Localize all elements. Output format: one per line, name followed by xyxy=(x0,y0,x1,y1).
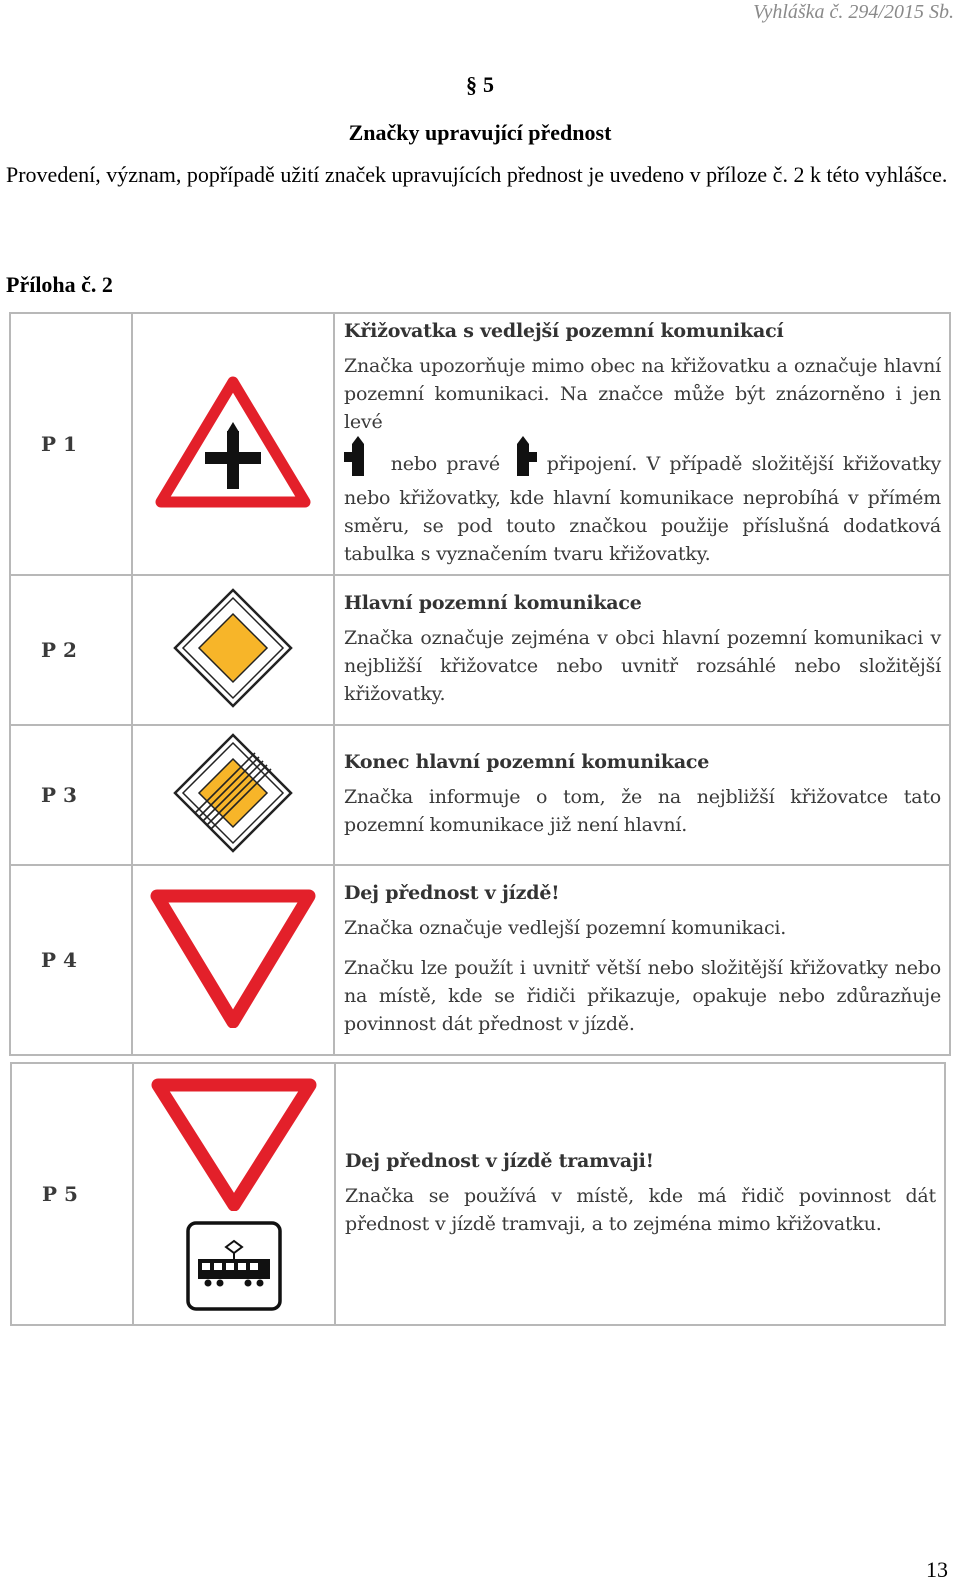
sign-name: Hlavní pozemní komunikace xyxy=(344,592,642,614)
sign-name: Křižovatka s vedlejší pozemní komunikací xyxy=(344,320,784,342)
sign-description: Značka označuje zejména v obci hlavní pozemní komunikaci v nejbližší křižovatce nebo uvnitř rozsáhlé nebo složitější křižovatky. xyxy=(344,627,941,705)
sign-image-cell xyxy=(132,313,334,575)
sign-description-cell xyxy=(334,865,950,1055)
give-way-sign-icon xyxy=(149,888,317,1028)
sign-description-cell xyxy=(334,725,950,865)
tram-plate-icon xyxy=(186,1221,282,1311)
sign-row-p1 xyxy=(10,313,950,575)
sign-code: P 5 xyxy=(11,1063,133,1325)
sign-name: Dej přednost v jízdě! xyxy=(344,882,560,904)
sign-image-cell xyxy=(132,865,334,1055)
sign-description xyxy=(344,352,941,568)
sign-row-p3 xyxy=(10,725,950,865)
right-junction-icon xyxy=(509,436,537,484)
sign-description-cell xyxy=(334,575,950,725)
sign-description: Značka se používá v místě, kde má řidič povinnost dát přednost v jízdě tramvaji, a to zejména mimo křižovatku. xyxy=(345,1185,936,1235)
signs-table-continued xyxy=(10,1062,946,1326)
sign-description: Značka informuje o tom, že na nejbližší křižovatce tato pozemní komunikace již není hlavní. xyxy=(344,786,941,836)
sign-description: Značku lze použít i uvnitř větší nebo složitější křižovatky nebo na místě, kde se řidiči přikazuje, opakuje nebo zdůrazňuje povinnost dát přednost v jízdě. xyxy=(344,957,941,1035)
intro-paragraph: Provedení, význam, popřípadě užití značek upravujících přednost je uvedeno v příloze č. 2 k této vyhlášce. xyxy=(6,162,948,187)
give-way-sign-icon xyxy=(150,1077,318,1211)
sign-description: Značka označuje vedlejší pozemní komunikaci. xyxy=(344,917,787,939)
sign-description-part: připojení. V případě složitější křižovatky nebo křižovatky, kde hlavní komunikace neprobíhá v přímém směru, se pod touto značkou použije příslušná dodatková tabulka s vyznačením tvaru křižovatky. xyxy=(344,453,941,565)
end-of-priority-road-sign-icon xyxy=(171,731,295,855)
sign-row-p2 xyxy=(10,575,950,725)
sign-row-p4 xyxy=(10,865,950,1055)
sign-description-part: nebo pravé xyxy=(390,453,500,475)
crossroad-warning-sign-icon xyxy=(153,374,313,510)
sign-code: P 2 xyxy=(10,575,132,725)
sign-description-cell xyxy=(335,1063,945,1325)
annex-label: Příloha č. 2 xyxy=(6,272,113,297)
sign-code: P 1 xyxy=(10,313,132,575)
sign-name: Dej přednost v jízdě tramvaji! xyxy=(345,1150,654,1172)
sign-code: P 3 xyxy=(10,725,132,865)
running-header: Vyhláška č. 294/2015 Sb. xyxy=(753,1,954,23)
section-mark: § xyxy=(466,72,477,97)
section-title: Značky upravující přednost xyxy=(348,120,612,145)
priority-road-sign-icon xyxy=(171,586,295,710)
sign-row-p5 xyxy=(11,1063,945,1325)
section-heading xyxy=(0,72,960,98)
sign-description-cell xyxy=(334,313,950,575)
sign-image-cell xyxy=(132,575,334,725)
sign-image-cell xyxy=(132,725,334,865)
left-junction-icon xyxy=(344,436,372,484)
section-number: 5 xyxy=(483,72,494,97)
sign-image-cell xyxy=(133,1063,335,1325)
signs-table xyxy=(9,312,951,1056)
sign-name: Konec hlavní pozemní komunikace xyxy=(344,751,710,773)
sign-description-part: Značka upozorňuje mimo obec na křižovatku a označuje hlavní pozemní komunikaci. Na značce může být znázorněno i jen levé xyxy=(344,355,941,433)
page-number: 13 xyxy=(926,1557,948,1582)
sign-code: P 4 xyxy=(10,865,132,1055)
